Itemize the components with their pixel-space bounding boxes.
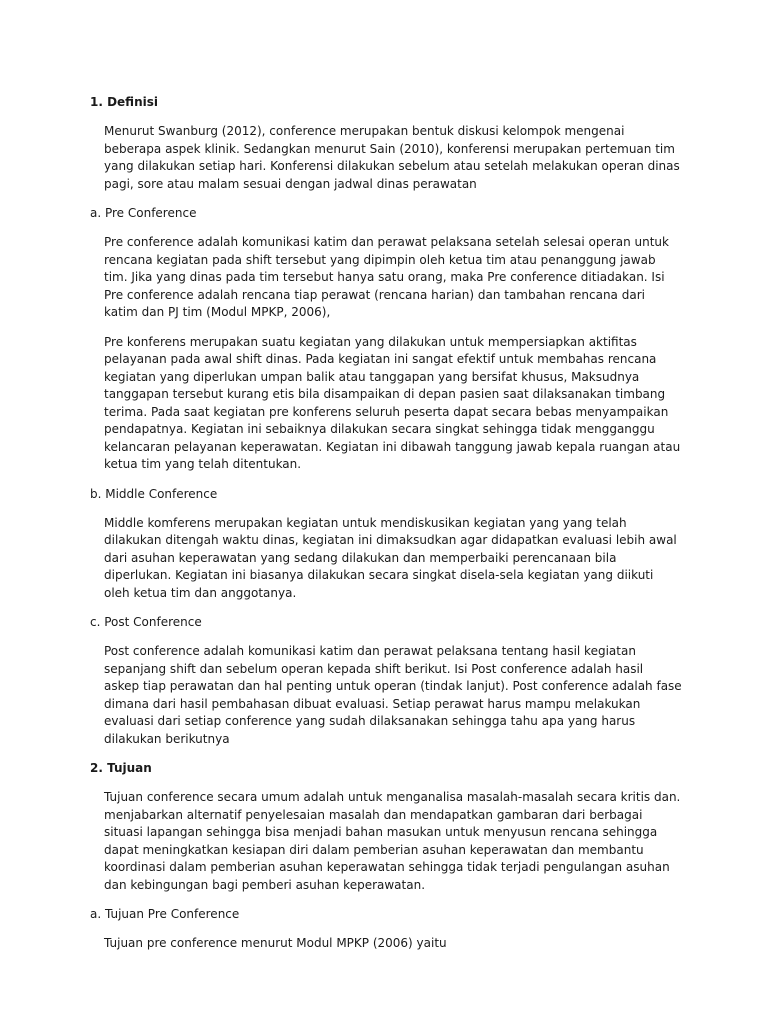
- heading-tujuan: 2. Tujuan: [90, 761, 152, 775]
- paragraph-pre-conference-2: Pre konferens merupakan suatu kegiatan yang dilakukan untuk mempersiapkan aktifitas pelayanan pada awal shift dinas. Pada kegiatan ini sangat efektif untuk membahas rencana kegiatan yang diperlukan umpan balik atau tanggapan yang bersifat khusus, Maksudnya tanggapan tersebut kurang etis bila disampaikan di depan pasien saat dilaksanakan timbang terima. Pada saat kegiatan pre konferens seluruh peserta dapat secara bebas menyampaikan pendapatnya. Kegiatan ini sebaiknya dilakukan secara singkat sehingga tidak mengganggu kelancaran pelayanan keperawatan. Kegiatan ini dibawah tanggung jawab kepala ruangan atau ketua tim yang telah ditentukan.: [104, 334, 681, 471]
- paragraph-definisi: Menurut Swanburg (2012), conference merupakan bentuk diskusi kelompok mengenai beberapa aspek klinik. Sedangkan menurut Sain (2010), konferensi merupakan pertemuan tim yang dilakukan setiap hari. Konferensi dilakukan sebelum atau setelah melakukan operan dinas pagi, sore atau malam sesuai dengan jadwal dinas perawatan: [104, 124, 680, 191]
- paragraph-tujuan: Tujuan conference secara umum adalah untuk menganalisa masalah-masalah secara kritis dan. menjabarkan alternatif penyelesaian masalah dan mendapatkan gambaran dari berbagai situasi lapangan sehingga bisa menjadi bahan masukan untuk menyusun rencana sehingga dapat meningkatkan kesiapan diri dalam pemberian asuhan keperawatan dan membantu koordinasi dalam pemberian asuhan keperawatan sehingga tidak terjadi pengulangan asuhan dan kebingungan bagi pemberi asuhan keperawatan.: [104, 790, 681, 892]
- heading-tujuan-pre-conference: a. Tujuan Pre Conference: [90, 907, 240, 921]
- paragraph-middle-conference: Middle komferens merupakan kegiatan untuk mendiskusikan kegiatan yang yang telah dilakukan ditengah waktu dinas, kegiatan ini dimaksudkan agar didapatkan evaluasi lebih awal dari asuhan keperawatan yang sedang dilakukan dan memperbaiki perencanaan bila diperlukan. Kegiatan ini biasanya dilakukan secara singkat disela-sela kegiatan yang diikuti oleh ketua tim dan anggotanya.: [104, 515, 677, 600]
- paragraph-tujuan-pre-conference: Tujuan pre conference menurut Modul MPKP (2006) yaitu: [104, 936, 447, 950]
- heading-post-conference: c. Post Conference: [90, 615, 202, 629]
- paragraph-pre-conference-1: Pre conference adalah komunikasi katim dan perawat pelaksana setelah selesai operan untuk rencana kegiatan pada shift tersebut yang dipimpin oleh ketua tim atau penanggung jawab tim. Jika yang dinas pada tim tersebut hanya satu orang, maka Pre conference ditiadakan. Isi Pre conference adalah rencana tiap perawat (rencana harian) dan tambahan rencana dari katim dan PJ tim (Modul MPKP, 2006),: [104, 235, 669, 319]
- heading-pre-conference: a. Pre Conference: [90, 206, 197, 220]
- paragraph-post-conference: Post conference adalah komunikasi katim dan perawat pelaksana tentang hasil kegiatan sepanjang shift dan sebelum operan kepada shift berikut. Isi Post conference adalah hasil askep tiap perawatan dan hal penting untuk operan (tindak lanjut). Post conference adalah fase dimana dari hasil pembahasan dibuat evaluasi. Setiap perawat harus mampu melakukan evaluasi dari setiap conference yang sudah dilaksanakan sehingga tahu apa yang harus dilakukan berikutnya: [104, 644, 682, 746]
- heading-middle-conference: b. Middle Conference: [90, 486, 218, 501]
- heading-definisi: 1. Definisi: [90, 95, 158, 109]
- document-page: [90, 94, 680, 965]
